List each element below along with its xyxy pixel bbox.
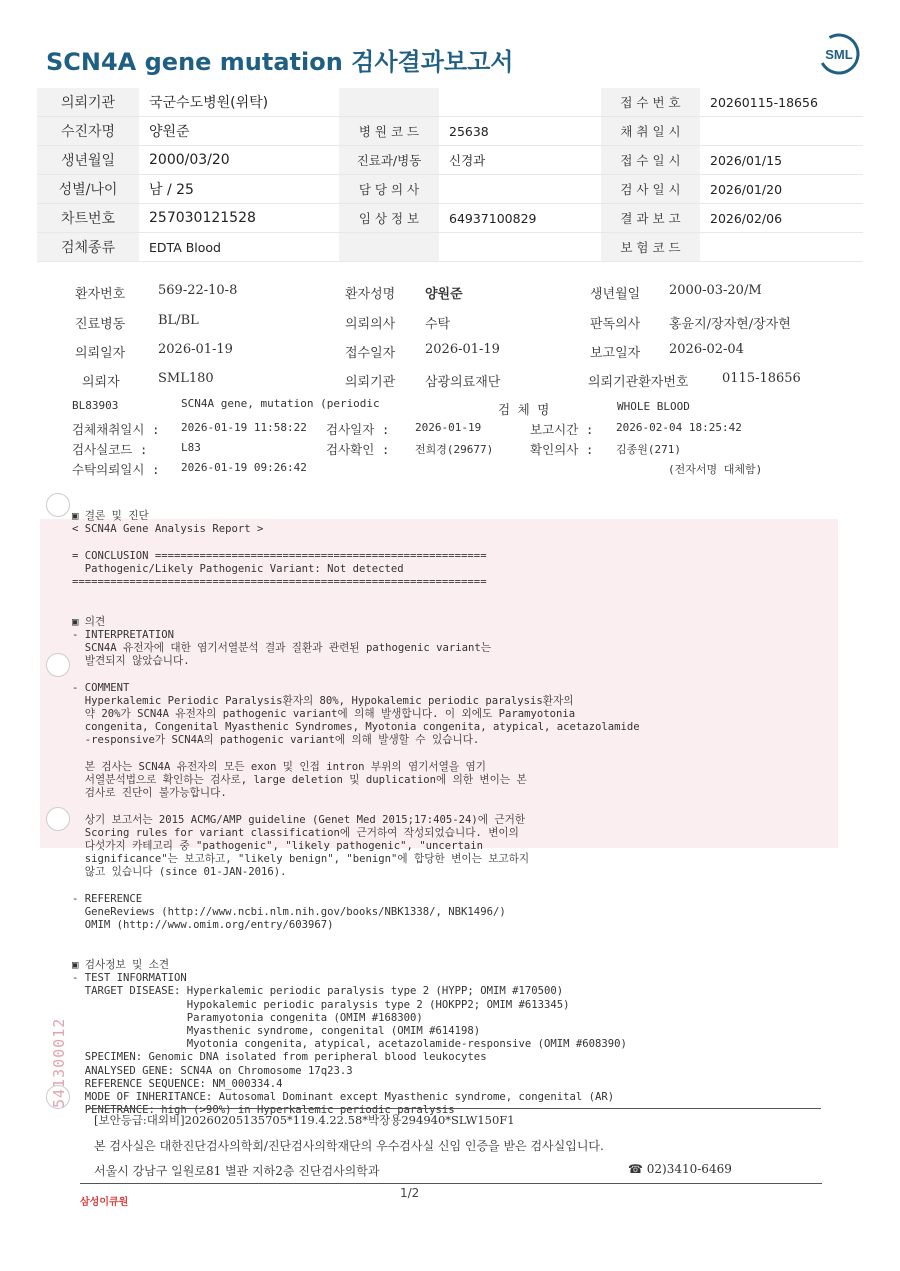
report-body — [72, 510, 640, 1117]
report-line: 상기 보고서는 2015 ACMG/AMP guideline (Genet Med 2015;17:405-24)에 근거한 — [72, 813, 526, 826]
security-line: [보안등급:대외비]20260205135705*119.4.22.58*박장용294940*SLW150F1 — [94, 1113, 515, 1127]
patient-field-label: 의뢰일자 — [75, 346, 126, 361]
info-label: 임 상 정 보 — [339, 204, 439, 233]
info-label: 검체종류 — [37, 233, 139, 262]
patient-field-value: 2000-03-20/M — [669, 283, 762, 298]
patient-field-value: 2026-01-19 — [158, 342, 233, 357]
punch-hole — [46, 807, 70, 831]
info-label: 생년월일 — [37, 146, 139, 175]
info-value — [439, 88, 601, 117]
report-line: congenita, Congenital Myasthenic Syndromes, Myotonia congenita, atypical, acetazolamide — [72, 721, 640, 734]
consign-label: 수탁의뢰일시 : — [72, 462, 160, 477]
info-row — [37, 117, 863, 146]
info-label: 수진자명 — [37, 117, 139, 146]
report-line — [72, 946, 640, 959]
info-value — [700, 117, 863, 146]
report-line: REFERENCE SEQUENCE: NM_000334.4 — [72, 1077, 283, 1090]
info-value: 2026/02/06 — [700, 204, 863, 233]
report-line — [72, 800, 640, 813]
report-line: 다섯가지 카테고리 중 "pathogenic", "likely pathogenic", "uncertain — [72, 840, 484, 853]
patient-field-label: 환자번호 — [75, 287, 126, 302]
report-line: - COMMENT — [72, 681, 130, 694]
patient-field-label: 의뢰기관환자번호 — [588, 375, 689, 390]
info-label: 보 험 코 드 — [601, 233, 700, 262]
report-line: ================================================================= — [72, 576, 487, 589]
specimen-label: 검 체 명 — [498, 402, 550, 417]
report-line: OMIM (http://www.omim.org/entry/603967) — [72, 919, 334, 932]
info-label: 접 수 일 시 — [601, 146, 700, 175]
report-line: 본 검사는 SCN4A 유전자의 모든 exon 및 인접 intron 부위의 염기서열을 염기 — [72, 760, 486, 773]
test-date-label: 검사일자 : — [326, 422, 390, 437]
report-line: - TEST INFORMATION — [72, 972, 187, 985]
info-value — [439, 175, 601, 204]
test-date-value: 2026-01-19 — [415, 421, 482, 434]
logo-text: SML — [825, 47, 853, 62]
report-line: - INTERPRETATION — [72, 628, 175, 641]
report-line — [72, 748, 640, 761]
punch-hole — [46, 653, 70, 677]
info-row — [37, 88, 863, 117]
patient-field-value: 2026-02-04 — [669, 342, 744, 357]
test-name: SCN4A gene, mutation (periodic — [181, 397, 380, 410]
info-row — [37, 233, 863, 262]
info-value: 2026/01/20 — [700, 175, 863, 204]
serial-text: 541300012 — [50, 1017, 68, 1108]
info-value: 25638 — [439, 117, 601, 146]
info-label: 채 취 일 시 — [601, 117, 700, 146]
report-line: 약 20%가 SCN4A 유전자의 pathogenic variant에 의해 발생합니다. 이 외에도 Paramyotonia — [72, 708, 576, 721]
footer-rule — [88, 1108, 821, 1109]
report-line: ▣ 의견 — [72, 615, 106, 628]
test-code: BL83903 — [72, 399, 119, 412]
report-line: ▣ 결론 및 진단 — [72, 510, 149, 522]
report-line — [72, 589, 640, 602]
report-line: Hyperkalemic Periodic Paralysis환자의 80%, Hypokalemic periodic paralysis환자의 — [72, 694, 574, 707]
specimen-value: WHOLE BLOOD — [617, 400, 690, 413]
patient-field-value: 수탁 — [425, 317, 451, 332]
report-line — [72, 668, 640, 681]
report-line: < SCN4A Gene Analysis Report > — [72, 523, 264, 536]
lab-address: 서울시 강남구 일원로81 별관 지하2층 진단검사의학과 — [94, 1164, 380, 1178]
info-value: 64937100829 — [439, 204, 601, 233]
patient-field-value: 홍윤지/장자현/장자현 — [669, 317, 791, 332]
info-value: 257030121528 — [139, 204, 339, 233]
lab-phone: ☎ 02)3410-6469 — [628, 1162, 732, 1176]
info-value — [439, 233, 601, 262]
patient-field-value: 양원준 — [425, 287, 463, 302]
report-line: TARGET DISEASE: Hyperkalemic periodic paralysis type 2 (HYPP; OMIM #170500) — [72, 985, 564, 998]
info-label — [339, 88, 439, 117]
collect-label: 검체채취일시 : — [72, 422, 160, 437]
report-line: significance"는 보고하고, "likely benign", "benign"에 합당한 변이는 보고하지 — [72, 853, 530, 866]
info-label: 의뢰기관 — [37, 88, 139, 117]
punch-hole — [46, 493, 70, 517]
info-value: 양원준 — [139, 117, 339, 146]
footer-rule-bottom — [80, 1183, 822, 1184]
room-label: 검사실코드 : — [72, 442, 148, 457]
room-value: L83 — [181, 441, 201, 454]
patient-field-label: 의뢰의사 — [345, 317, 396, 332]
report-line: = CONCLUSION ==================================================== — [72, 549, 487, 562]
report-time-label: 보고시간 : — [530, 422, 594, 437]
request-info-table — [37, 88, 863, 262]
info-label: 성별/나이 — [37, 175, 139, 204]
patient-field-label: 의뢰자 — [82, 375, 120, 390]
report-line: ▣ 검사정보 및 소견 — [72, 958, 170, 971]
patient-field-value: BL/BL — [158, 313, 199, 328]
report-line: 검사로 진단이 불가능합니다. — [72, 787, 227, 800]
esign-note: (전자서명 대체함) — [668, 463, 763, 476]
report-line: PENETRANCE: high (>90%) in Hyperkalemic periodic paralysis — [72, 1104, 455, 1117]
patient-field-label: 생년월일 — [590, 287, 641, 302]
report-line: -responsive가 SCN4A의 pathogenic variant에 의해 발생할 수 있습니다. — [72, 734, 480, 747]
report-line: ANALYSED GENE: SCN4A on Chromosome 17q23.3 — [72, 1064, 353, 1077]
info-value: 2000/03/20 — [139, 146, 339, 175]
report-line: SCN4A 유전자에 대한 염기서열분석 결과 질환과 관련된 pathogenic variant는 — [72, 642, 491, 655]
page-title: SCN4A gene mutation 검사결과보고서 — [46, 48, 514, 76]
info-value: 국군수도병원(위탁) — [139, 88, 339, 117]
info-row — [37, 175, 863, 204]
info-label: 접 수 번 호 — [601, 88, 700, 117]
report-line — [72, 602, 640, 615]
report-line: Paramyotonia congenita (OMIM #168300) — [72, 1011, 423, 1024]
info-label: 병 원 코 드 — [339, 117, 439, 146]
info-value — [700, 233, 863, 262]
report-time-value: 2026-02-04 18:25:42 — [616, 421, 742, 434]
report-line: MODE OF INHERITANCE: Autosomal Dominant except Myasthenic syndrome, congenital (AR) — [72, 1090, 615, 1103]
collect-value: 2026-01-19 11:58:22 — [181, 421, 307, 434]
info-row — [37, 204, 863, 233]
hospital-brand: 삼성이큐원 — [80, 1197, 129, 1208]
patient-field-label: 진료병동 — [75, 317, 126, 332]
report-line: GeneReviews (http://www.ncbi.nlm.nih.gov/books/NBK1338/, NBK1496/) — [72, 906, 506, 919]
report-line — [72, 536, 640, 549]
patient-field-value: 2026-01-19 — [425, 342, 500, 357]
report-line: Scoring rules for variant classification에 근거하여 작성되었습니다. 변이의 — [72, 826, 519, 839]
report-line — [72, 933, 640, 946]
patient-field-label: 환자성명 — [345, 287, 396, 302]
doctor-value: 김종원(271) — [616, 443, 681, 456]
patient-field-label: 의뢰기관 — [345, 375, 396, 390]
info-label: 진료과/병동 — [339, 146, 439, 175]
info-label — [339, 233, 439, 262]
doctor-label: 확인의사 : — [530, 442, 594, 457]
serial-number-stamp — [42, 990, 72, 1110]
info-label: 차트번호 — [37, 204, 139, 233]
info-value: 20260115-18656 — [700, 88, 863, 117]
info-row — [37, 146, 863, 175]
info-value: 신경과 — [439, 146, 601, 175]
page-number: 1/2 — [400, 1186, 420, 1200]
report-line: SPECIMEN: Genomic DNA isolated from peripheral blood leukocytes — [72, 1051, 487, 1064]
confirm-value: 전희경(29677) — [415, 443, 494, 456]
report-line: Myasthenic syndrome, congenital (OMIM #614198) — [72, 1024, 481, 1037]
info-value: EDTA Blood — [139, 233, 339, 262]
patient-field-label: 판독의사 — [590, 317, 641, 332]
consign-value: 2026-01-19 09:26:42 — [181, 461, 307, 474]
info-label: 담 당 의 사 — [339, 175, 439, 204]
info-value: 남 / 25 — [139, 175, 339, 204]
report-line: 서열분석법으로 확인하는 검사로, large deletion 및 duplication에 의한 변이는 본 — [72, 774, 527, 787]
report-line: Pathogenic/Likely Pathogenic Variant: Not detected — [72, 562, 404, 575]
sml-logo — [817, 32, 861, 76]
info-label: 검 사 일 시 — [601, 175, 700, 204]
info-value: 2026/01/15 — [700, 146, 863, 175]
patient-field-value: 569-22-10-8 — [158, 283, 238, 298]
report-line: 않고 있습니다 (since 01-JAN-2016). — [72, 866, 287, 879]
report-line: - REFERENCE — [72, 892, 143, 905]
report-line: Hypokalemic periodic paralysis type 2 (HOKPP2; OMIM #613345) — [72, 998, 570, 1011]
patient-field-value: 0115-18656 — [722, 371, 801, 386]
patient-field-label: 보고일자 — [590, 346, 641, 361]
patient-field-label: 접수일자 — [345, 346, 396, 361]
report-line — [72, 880, 640, 893]
certification-note: 본 검사실은 대한진단검사의학회/진단검사의학재단의 우수검사실 신임 인증을 받은 검사실입니다. — [94, 1139, 604, 1153]
patient-field-value: 삼광의료재단 — [425, 375, 501, 390]
report-line: 발견되지 않았습니다. — [72, 655, 190, 668]
info-label: 결 과 보 고 — [601, 204, 700, 233]
patient-field-value: SML180 — [158, 371, 214, 386]
confirm-label: 검사확인 : — [326, 442, 390, 457]
report-line: Myotonia congenita, atypical, acetazolamide-responsive (OMIM #608390) — [72, 1038, 627, 1051]
